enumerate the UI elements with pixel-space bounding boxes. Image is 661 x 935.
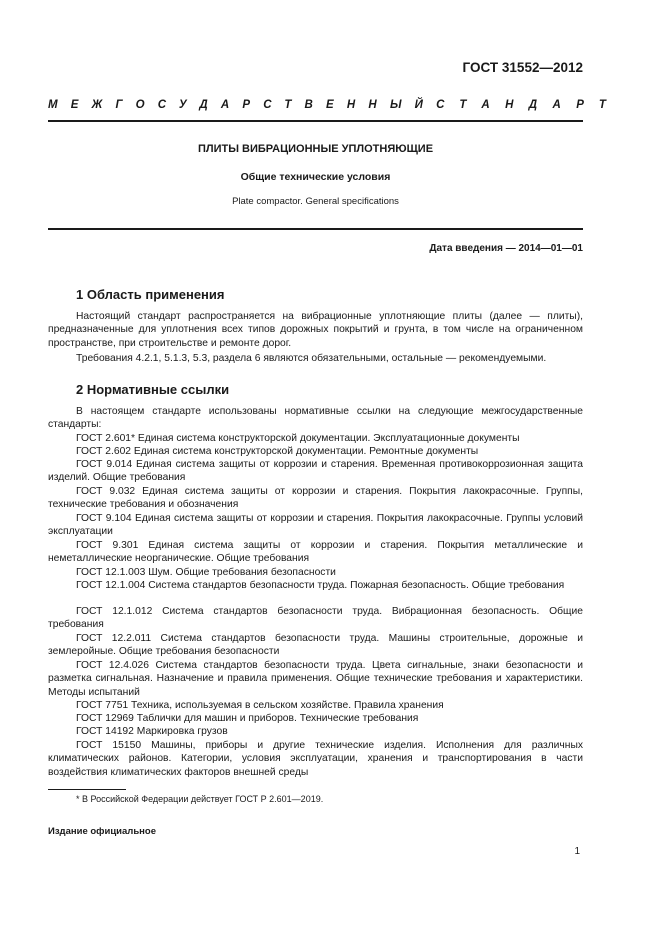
normative-reference: ГОСТ 12.1.003 Шум. Общие требования безопасности [76, 567, 336, 578]
normative-reference: ГОСТ 2.601* Единая система конструкторской документации. Эксплуатационные документы [76, 433, 520, 444]
title-rule [48, 228, 583, 230]
normative-reference: ГОСТ 12.1.012 Система стандартов безопасности труда. Вибрационная безопасность. Общие требования [48, 606, 583, 631]
document-subtitle: Общие технические условия [240, 171, 391, 183]
normative-reference: ГОСТ 9.104 Единая система защиты от коррозии и старения. Покрытия лакокрасочные. Группы условий эксплуатации [48, 513, 583, 538]
banner-word-standard: СТАНДАРТ [436, 99, 622, 111]
normative-reference: ГОСТ 7751 Техника, используемая в сельском хозяйстве. Правила хранения [76, 700, 444, 711]
normative-reference: ГОСТ 15150 Машины, приборы и другие технические изделия. Исполнения для различных климатических районов. Категории, условия эксплуатации, хранения и транспортирования в части воздействия климатических факторов внешней среды [48, 740, 583, 778]
banner-word-interstate: МЕЖГОСУДАРСТВЕННЫЙ [48, 99, 437, 111]
footnote: * В Российской Федерации действует ГОСТ Р 2.601—2019. [76, 794, 324, 804]
english-title: Plate compactor. General specifications [232, 196, 399, 207]
normative-reference: ГОСТ 12.2.011 Система стандартов безопасности труда. Машины строительные, дорожные и землеройные. Общие требования безопасности [48, 633, 583, 658]
paragraph: Требования 4.2.1, 5.1.3, 5.3, раздела 6 являются обязательными, остальные — рекомендуемыми. [76, 353, 547, 364]
edition-label: Издание официальное [48, 826, 156, 837]
section-2-heading: 2 Нормативные ссылки [76, 382, 230, 397]
effective-date: Дата введения — 2014—01—01 [429, 243, 583, 254]
paragraph: Настоящий стандарт распространяется на вибрационные уплотняющие плиты (далее — плиты), предназначенные для уплотнения всех типов дорожных покрытий и грунта, в том числе на ограниченном пространстве, при строительстве и ремонте дорог. [48, 311, 583, 349]
normative-reference: ГОСТ 14192 Маркировка грузов [76, 726, 228, 737]
normative-reference: ГОСТ 12.4.026 Система стандартов безопасности труда. Цвета сигнальные, знаки безопасности и разметка сигнальная. Назначение и правила применения. Общие технические требования и характеристики. Методы испытаний [48, 660, 583, 698]
section-1-heading: 1 Область применения [76, 287, 225, 302]
footnote-separator [48, 789, 126, 790]
document-code: ГОСТ 31552—2012 [462, 60, 583, 75]
paragraph: В настоящем стандарте использованы нормативные ссылки на следующие межгосударственные стандарты: [48, 406, 583, 431]
normative-reference: ГОСТ 2.602 Единая система конструкторской документации. Ремонтные документы [76, 446, 479, 457]
normative-reference: ГОСТ 9.032 Единая система защиты от коррозии и старения. Покрытия лакокрасочные. Группы, технические требования и обозначения [48, 486, 583, 511]
normative-reference: ГОСТ 9.301 Единая система защиты от коррозии и старения. Покрытия металлические и неметаллические неорганические. Общие требования [48, 540, 583, 565]
page-number: 1 [574, 846, 580, 857]
document-title: ПЛИТЫ ВИБРАЦИОННЫЕ УПЛОТНЯЮЩИЕ [197, 143, 434, 155]
normative-reference: ГОСТ 12.1.004 Система стандартов безопасности труда. Пожарная безопасность. Общие требования [76, 580, 565, 591]
header-rule [48, 120, 583, 122]
normative-reference: ГОСТ 9.014 Единая система защиты от коррозии и старения. Временная противокоррозионная защита изделий. Общие требования [48, 459, 583, 484]
normative-reference: ГОСТ 12969 Таблички для машин и приборов. Технические требования [76, 713, 419, 724]
standard-type-banner [48, 99, 622, 111]
